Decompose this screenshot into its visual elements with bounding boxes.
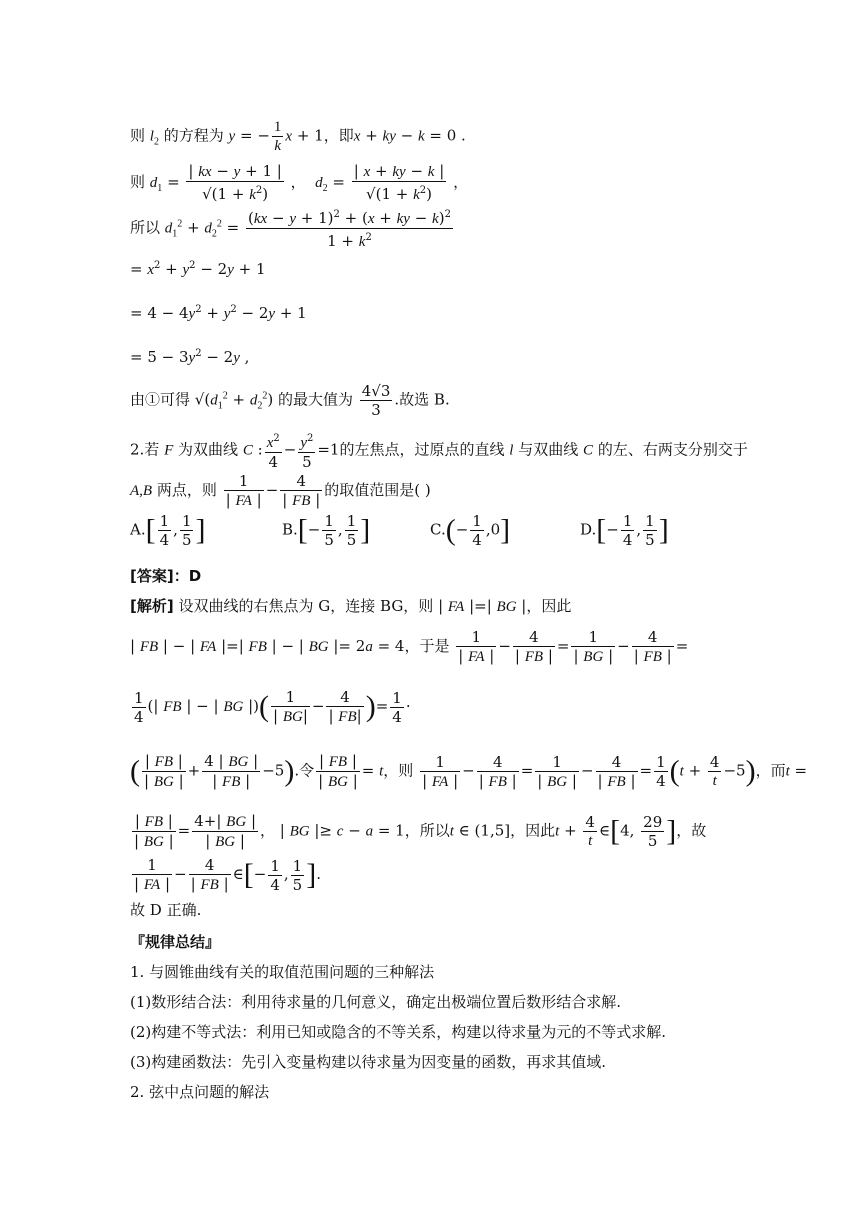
option-d: D.[− $\frac{1}{4}$ , $\frac{1}{5}$ ] [580, 512, 669, 549]
text: ，因此 [526, 597, 572, 615]
summary-item: (3)构建函数法：先引入变量构建以待求量为因变量的函数，再求其值域. [130, 1053, 607, 1071]
option-label: B. [282, 520, 298, 539]
step-line: = $4 - 4y^2 + y^2 - 2y + 1$ [130, 304, 307, 322]
text: ，因此 [510, 821, 556, 840]
text: 的取值范围是( ) [324, 481, 431, 499]
text: ，故 [676, 821, 707, 840]
question-2-line-2: A,B 两点，则 $\frac{1}{| FA |}$ − $\frac{4}{| FB |}$ 的取值范围是( ) [130, 472, 431, 509]
option-label: A. [130, 520, 146, 539]
option-label: C. [430, 520, 446, 539]
text: 设双曲线的右焦点为 G，连接 BG，则 [178, 597, 434, 615]
option-c: C.(− $\frac{1}{4}$ ,0] [430, 512, 511, 549]
conclusion: 故 D 正确. [130, 901, 202, 919]
text: 的左焦点，过原点的直线 [339, 440, 505, 459]
analysis-line-2: | FB | − | FA |=| FB | − | BG |= 2a = 4，于是 $\frac{1}{| FA |}$ − $\frac{4}{| FB |}$ = $\frac{1}{| BG |}$ − $\frac{4}{| FB |}$ = [130, 628, 689, 665]
analysis-line-1: [解析] 设双曲线的右焦点为 G，连接 BG，则 | FA |=| BG |，因此 [130, 597, 572, 615]
text: 所以 [130, 218, 161, 237]
summary-item: (1)数形结合法：利用待求量的几何意义，确定出极端位置后数形结合求解. [130, 993, 622, 1011]
max-value-line: 由①可得 $√(d_1^2 + d_2^2)$ 的最大值为 $\frac{4√3}{3}$ .故选 B. [130, 382, 450, 419]
summary-title: 『规律总结』 [130, 933, 221, 951]
sum-of-squares-line: 所以 $d_1^2 + d_2^2$ = $\frac{(kx - y + 1)^2 + (x + ky - k)^2}{1 + k^2}$ [130, 206, 455, 251]
answer-label: [答案]：D [130, 567, 202, 585]
text: 则 [130, 126, 146, 145]
text: ，即 [323, 126, 354, 145]
text: 与双曲线 [518, 440, 579, 459]
option-a: A.[ $\frac{1}{4}$ , $\frac{1}{5}$ ] [130, 512, 206, 549]
option-b: B.[− $\frac{1}{5}$ , $\frac{1}{5}$ ] [282, 512, 371, 549]
analysis-line-3: $\frac{1}{4}$ (| FB | − | BG |)( $\frac{1}{| BG|}$ − $\frac{4}{| FB|}$ )= $\frac{1}{4}$ · [134, 688, 411, 726]
question-2-line-1: 2.若 F 为双曲线 C : $\frac{x^2}{4}$ − $\frac{y^2}{5}$ =1的左焦点，过原点的直线 l 与双曲线 C 的左、右两支分别交于 [130, 430, 748, 471]
text: 2.若 [130, 440, 160, 459]
analysis-label: [解析] [130, 597, 174, 615]
text: ，而 [755, 761, 786, 780]
text: 为双曲线 [178, 440, 239, 459]
text: ， [260, 821, 276, 840]
text: 则 [130, 173, 146, 191]
text: ，则 [383, 761, 414, 780]
summary-item: 1. 与圆锥曲线有关的取值范围问题的三种解法 [130, 963, 435, 981]
text: 由①可得 [130, 390, 191, 409]
distance-formulas-line: 则 $d_1$ = $\frac{| kx - y + 1 |}{√(1 + k^2)}$ ， $d_2$ = $\frac{| x + ky - k |}{√(1 + k^2)}$ ， [130, 162, 469, 203]
analysis-line-4: ( $\frac{| FB |}{| BG |}$ + $\frac{4 | BG |}{| FB |}$ −5).令 $\frac{| FB |}{| BG |}$ = t，则 $\frac{1}{| FA |}$ − $\frac{4}{| FB |}$ = $\frac{1}{| BG |}$ − $\frac{4}{| FB |}$ = $\frac{1}{4}$ (t + $\frac{4}{t}$ −5)，而t = [130, 752, 808, 790]
option-label: D. [580, 520, 597, 539]
text: .故选 B. [394, 390, 450, 409]
text: 的左、右两支分别交于 [597, 440, 748, 459]
text: 的最大值为 [277, 390, 353, 409]
text: 两点，则 [156, 481, 217, 499]
summary-item: 2. 弦中点问题的解法 [130, 1083, 270, 1101]
step-line: = $x^2 + y^2 - 2y + 1$ [130, 260, 266, 278]
analysis-line-5: $\frac{| FB |}{| BG |}$ = $\frac{4+| BG |}{| BG |}$ ， | BG |≥ c − a = 1，所以t ∈ (1,5]，因此t + $\frac{4}{t}$ ∈[4, $\frac{29}{5}$ ]，故 [134, 812, 707, 850]
text: ，于是 [404, 637, 450, 655]
text: .令 [294, 761, 315, 780]
analysis-line-6: $\frac{1}{| FA |}$ − $\frac{4}{| FB |}$ ∈[− $\frac{1}{4}$ , $\frac{1}{5}$ ]. [134, 856, 321, 894]
summary-item: (2)构建不等式法：利用已知或隐含的不等关系，构建以待求量为元的不等式求解. [130, 1023, 667, 1041]
text: ，所以 [404, 821, 450, 840]
text: 的方程为 [163, 126, 224, 145]
step-line: = $5 - 3y^2 - 2y$ , [130, 348, 250, 366]
equation-l2-line: 则 $l_2$ 的方程为 y = − $\frac{1}{k}$ x + 1，即x + ky − k = 0 . [130, 119, 466, 154]
